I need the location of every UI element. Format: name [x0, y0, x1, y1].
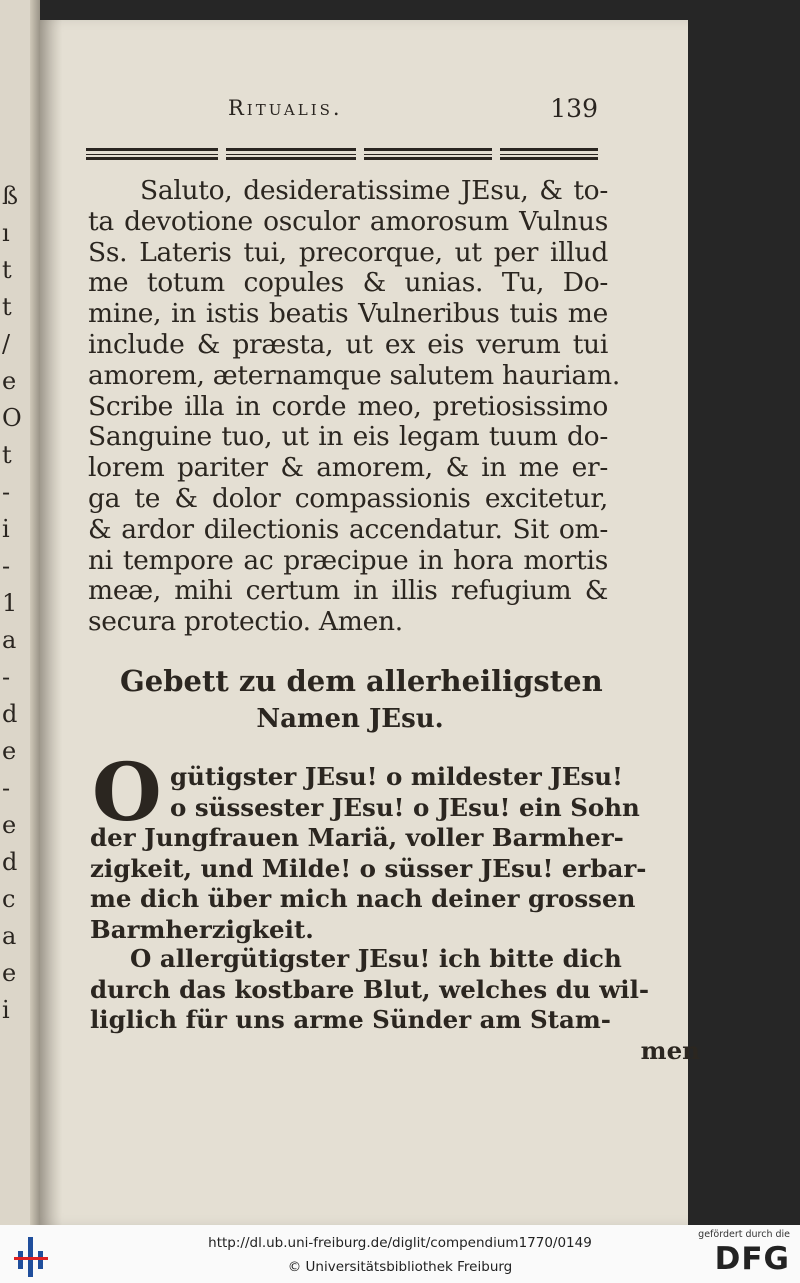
facing-page-edge: [0, 0, 40, 1225]
header-ornamental-rule: [86, 148, 598, 162]
permalink[interactable]: http://dl.ub.uni-freiburg.de/diglit/compendium1770/0149: [208, 1235, 592, 1251]
facing-page-char: 1: [2, 589, 18, 617]
text-line: meæ, mihi certum in illis refugium &: [88, 575, 608, 607]
text-line: mine, in istis beatis Vulneribus tuis me: [88, 298, 608, 330]
section-heading: Gebett zu dem allerheiligsten: [120, 664, 603, 698]
latin-prayer: [88, 175, 620, 638]
gutter-shadow: [40, 20, 62, 1225]
facing-page-char: -: [2, 774, 11, 802]
facing-page-char: i: [2, 515, 10, 543]
copyright-notice: © Universitätsbibliothek Freiburg: [287, 1259, 513, 1275]
dfg-logo: DFG: [714, 1241, 790, 1277]
rule-segment: [226, 148, 356, 160]
text-line: me dich über mich nach deiner grossen: [90, 884, 636, 913]
text-line: O allergütigster JEsu! ich bitte dich: [130, 944, 622, 973]
text-line: zigkeit, und Milde! o süsser JEsu! erbar-: [90, 853, 647, 883]
catchword: men: [640, 1036, 700, 1065]
viewer-footer: [0, 1225, 800, 1283]
facing-page-char: -: [2, 552, 11, 580]
facing-page-char: ß: [2, 182, 19, 210]
facing-page-char: i: [2, 996, 10, 1024]
dfg-note: gefördert durch die: [698, 1229, 790, 1240]
page-header: [228, 96, 598, 132]
german-paragraph-1-indented: [170, 762, 640, 823]
text-line: lorem pariter & amorem, & in me er-: [88, 452, 608, 484]
text-line: me totum copules & unias. Tu, Do-: [88, 267, 608, 299]
german-paragraph-1: [90, 823, 647, 945]
rule-segment: [364, 148, 492, 160]
text-line: ni tempore ac præcipue in hora mortis: [88, 544, 608, 576]
text-line: der Jungfrauen Mariä, voller Barmher-: [90, 823, 624, 852]
facing-page-char: e: [2, 737, 17, 765]
text-line: & ardor dilectionis accendatur. Sit om-: [88, 513, 608, 545]
text-line: ta devotione osculor amorosum Vulnus: [88, 205, 608, 237]
facing-page-char: t: [2, 293, 12, 321]
text-line: secura protectio. Amen.: [88, 606, 403, 638]
rule-segment: [86, 148, 218, 160]
rule-segment: [500, 148, 598, 160]
facing-page-char: e: [2, 811, 17, 839]
facing-page-char: a: [2, 922, 17, 950]
facing-page-char: c: [2, 885, 16, 913]
text-line: Ss. Lateris tui, precorque, ut per illud: [88, 236, 608, 268]
text-line: Saluto, desideratissime JEsu, & to-: [140, 175, 608, 206]
text-line: amorem, æternamque salutem hauriam.: [88, 359, 620, 391]
text-line: Barmherzigkeit.: [90, 914, 314, 944]
text-line: Sanguine tuo, ut in eis legam tuum do-: [88, 421, 608, 453]
facing-page-char: O: [2, 404, 22, 432]
facing-page-char: ı: [2, 219, 10, 247]
running-head: Ritualis.: [228, 96, 343, 120]
facing-page-char: -: [2, 478, 11, 506]
dfg-funding: [680, 1229, 790, 1279]
facing-page-char: e: [2, 959, 17, 987]
text-line: Scribe illa in corde meo, pretiosissimo: [88, 390, 608, 422]
drop-cap: O: [92, 745, 162, 839]
facing-page-char: -: [2, 663, 11, 691]
facing-page-char: d: [2, 848, 18, 876]
page-spine: [30, 0, 40, 1225]
page-number: 139: [550, 94, 598, 123]
facing-page-char: t: [2, 441, 12, 469]
text-line: durch das kostbare Blut, welches du wil-: [90, 974, 650, 1004]
section-heading-subtitle: Namen JEsu.: [256, 704, 444, 734]
text-line: ga te & dolor compassionis excitetur,: [88, 482, 608, 514]
text-line: liglich für uns arme Sünder am Stam-: [90, 1005, 611, 1034]
facing-page-char: t: [2, 256, 12, 284]
facing-page-char: /: [2, 330, 11, 358]
text-line: gütigster JEsu! o mildester JEsu!: [170, 762, 623, 791]
text-line: o süssester JEsu! o JEsu! ein Sohn: [170, 792, 640, 822]
facing-page-char: d: [2, 700, 18, 728]
text-line: include & præsta, ut ex eis verum tui: [88, 328, 608, 360]
german-paragraph-2: [90, 944, 650, 1036]
facing-page-char: a: [2, 626, 17, 654]
facing-page-char: e: [2, 367, 17, 395]
